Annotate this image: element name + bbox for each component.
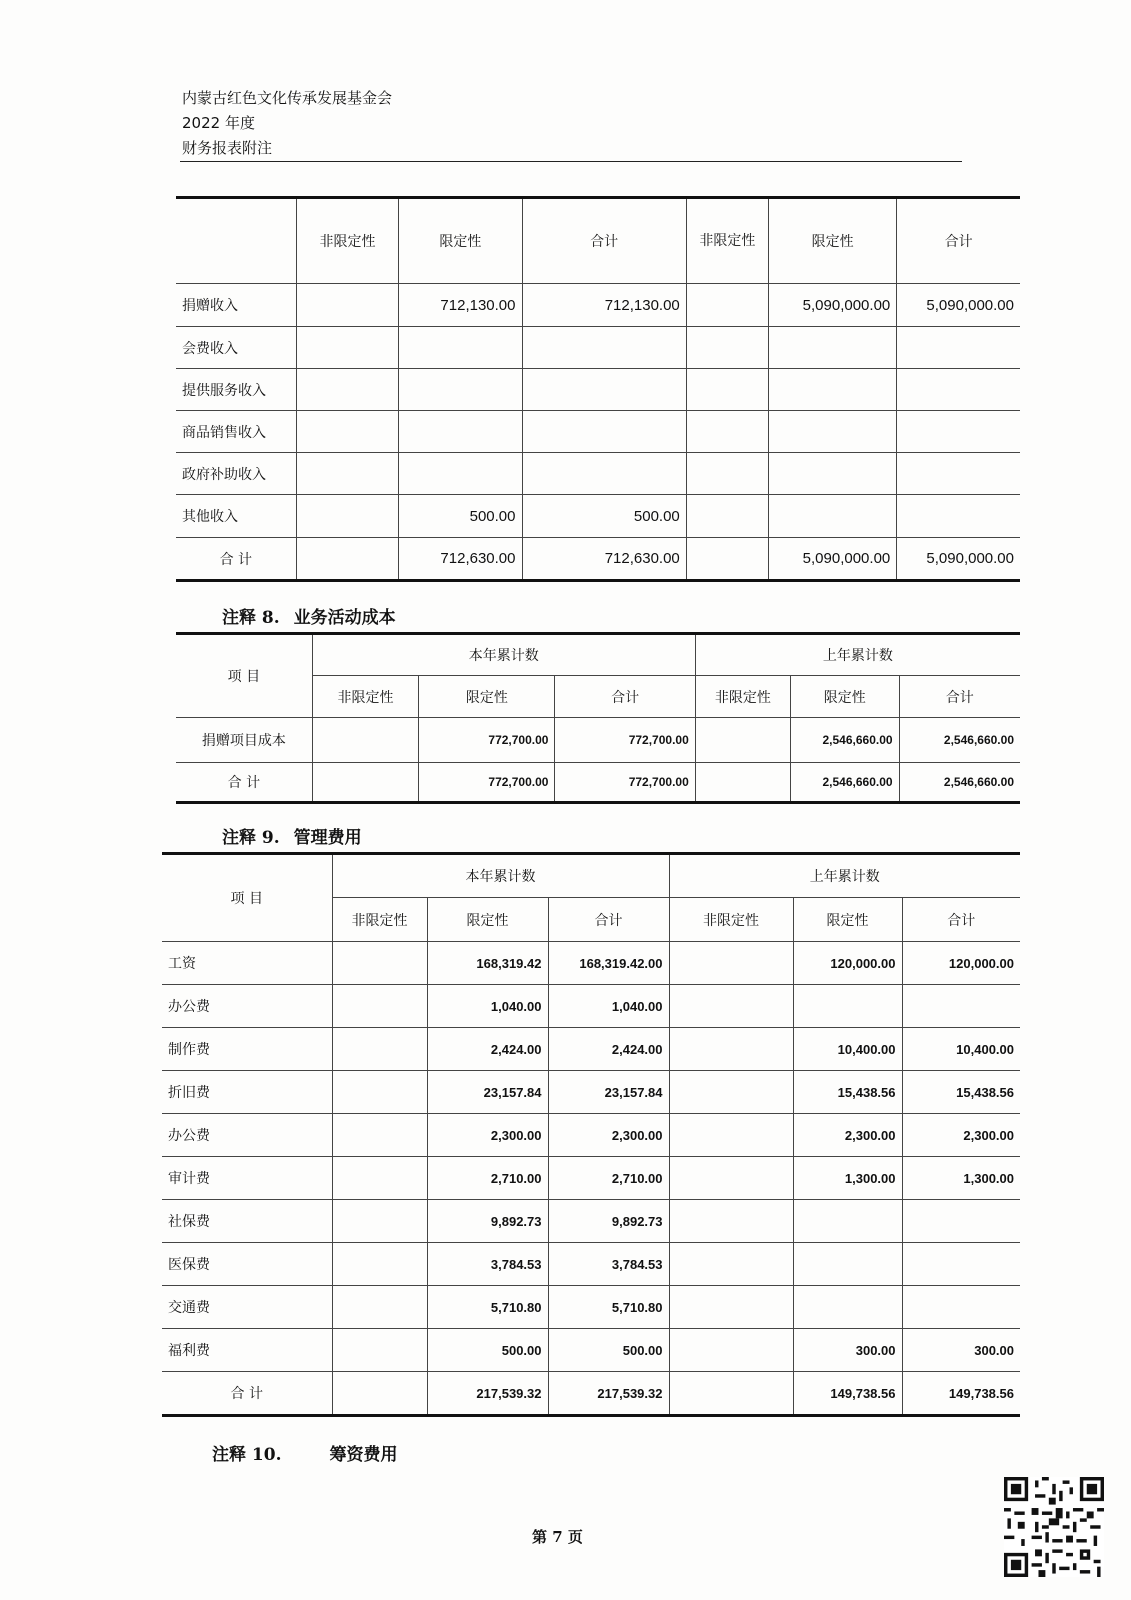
doc-title: 财务报表附注 [182,139,273,157]
cell [686,369,768,411]
cell: 9,892.73 [548,1200,669,1243]
cell: 168,319.42 [427,942,548,985]
row-label: 办公费 [162,985,332,1028]
cell [897,411,1020,453]
cell: 500.00 [399,495,522,538]
table-row [162,1329,1020,1372]
cell: 2,300.00 [548,1114,669,1157]
cell [669,1372,793,1416]
cell: 2,300.00 [427,1114,548,1157]
table-row [176,327,1020,369]
col-header: 合计 [548,898,669,942]
table-row [176,495,1020,538]
prior-year-header: 上年累计数 [695,634,1020,676]
cell [332,1243,427,1286]
cell [332,1157,427,1200]
col-header: 合计 [555,676,695,718]
cell: 3,784.53 [548,1243,669,1286]
cell [768,327,896,369]
document-header [182,86,392,161]
col-header: 限定性 [768,198,896,284]
income-header-row [176,198,1020,284]
col-header: 限定性 [793,898,902,942]
cell [312,718,419,763]
cell [897,453,1020,495]
cell: 3,784.53 [427,1243,548,1286]
cell: 2,300.00 [902,1114,1020,1157]
cell: 2,424.00 [548,1028,669,1071]
cell [296,284,399,327]
cell: 772,700.00 [555,718,695,763]
cell [399,327,522,369]
cell: 5,090,000.00 [897,538,1020,581]
col-header: 合计 [897,198,1020,284]
cell [332,985,427,1028]
cell [902,985,1020,1028]
cell [332,1329,427,1372]
cell: 300.00 [793,1329,902,1372]
col-header: 合计 [902,898,1020,942]
table-row [162,1200,1020,1243]
cell: 9,892.73 [427,1200,548,1243]
cell: 2,710.00 [548,1157,669,1200]
cell [296,495,399,538]
report-year: 2022 年度 [182,114,255,132]
row-label: 医保费 [162,1243,332,1286]
row-label: 其他收入 [176,495,296,538]
cell [793,985,902,1028]
cell [902,1286,1020,1329]
row-label: 捐赠收入 [176,284,296,327]
cell: 772,700.00 [555,763,695,803]
row-label: 社保费 [162,1200,332,1243]
current-year-header: 本年累计数 [312,634,695,676]
cell [522,369,686,411]
cell [332,1071,427,1114]
note8-heading: 注释 8. 业务活动成本 [222,608,396,628]
item-header: 项 目 [162,854,332,942]
cell: 500.00 [427,1329,548,1372]
total-label: 合 计 [176,538,296,581]
cell [312,763,419,803]
cell [793,1243,902,1286]
row-label: 提供服务收入 [176,369,296,411]
total-row [176,538,1020,581]
cell: 120,000.00 [793,942,902,985]
prior-year-header: 上年累计数 [669,854,1020,898]
cell: 1,040.00 [427,985,548,1028]
cell [902,1200,1020,1243]
cell [686,538,768,581]
row-label: 制作费 [162,1028,332,1071]
cell: 500.00 [548,1329,669,1372]
cell: 15,438.56 [902,1071,1020,1114]
cell: 712,630.00 [522,538,686,581]
cell [695,763,790,803]
cell [669,1157,793,1200]
cell: 15,438.56 [793,1071,902,1114]
cell [686,327,768,369]
col-header: 非限定性 [332,898,427,942]
cell [296,369,399,411]
total-row [162,1372,1020,1416]
col-header: 非限定性 [312,676,419,718]
row-label: 捐赠项目成本 [176,718,312,763]
row-label: 政府补助收入 [176,453,296,495]
table-row [162,1243,1020,1286]
cell: 2,546,660.00 [791,763,900,803]
cell [669,1028,793,1071]
table-row [162,1114,1020,1157]
row-label: 工资 [162,942,332,985]
cell: 2,546,660.00 [899,718,1020,763]
org-name: 内蒙古红色文化传承发展基金会 [182,89,393,107]
cell [669,1114,793,1157]
qr-code-icon [1004,1477,1104,1577]
cell: 120,000.00 [902,942,1020,985]
cell: 712,130.00 [522,284,686,327]
table-row [162,985,1020,1028]
cell [669,1243,793,1286]
cell: 772,700.00 [419,763,555,803]
table-row [176,718,1020,763]
cell: 500.00 [522,495,686,538]
col-header: 非限定性 [695,676,790,718]
cell: 5,090,000.00 [768,538,896,581]
cell [897,495,1020,538]
cell: 149,738.56 [793,1372,902,1416]
col-header: 限定性 [419,676,555,718]
col-header: 限定性 [427,898,548,942]
cell [332,1372,427,1416]
cell: 2,710.00 [427,1157,548,1200]
table-row [176,453,1020,495]
current-year-header: 本年累计数 [332,854,669,898]
page-number: 第 7 页 [532,1528,583,1546]
cell [296,453,399,495]
cell: 712,630.00 [399,538,522,581]
cell [332,942,427,985]
cell [399,411,522,453]
col-header: 非限定性 [296,198,399,284]
note10-heading: 注释 10. 筹资费用 [212,1445,398,1465]
total-label: 合 计 [162,1372,332,1416]
cell: 149,738.56 [902,1372,1020,1416]
cell [902,1243,1020,1286]
note8-table [176,632,1020,804]
cell: 1,300.00 [793,1157,902,1200]
cell [332,1114,427,1157]
table-row [176,369,1020,411]
cell: 5,710.80 [427,1286,548,1329]
row-label: 会费收入 [176,327,296,369]
cell: 217,539.32 [427,1372,548,1416]
item-header: 项 目 [176,634,312,718]
cell [669,942,793,985]
cell: 772,700.00 [419,718,555,763]
cell [793,1200,902,1243]
cell: 5,090,000.00 [768,284,896,327]
cell [686,411,768,453]
total-label: 合 计 [176,763,312,803]
cell [793,1286,902,1329]
cell [332,1286,427,1329]
cell: 5,090,000.00 [897,284,1020,327]
cell: 1,040.00 [548,985,669,1028]
cell [522,327,686,369]
cell [669,985,793,1028]
table-row [162,1157,1020,1200]
cell [669,1071,793,1114]
cell [897,369,1020,411]
row-label: 审计费 [162,1157,332,1200]
cell: 2,546,660.00 [899,763,1020,803]
cell: 5,710.80 [548,1286,669,1329]
cell [686,453,768,495]
cell [399,453,522,495]
cell [768,369,896,411]
cell [768,411,896,453]
row-label: 商品销售收入 [176,411,296,453]
row-label: 福利费 [162,1329,332,1372]
cell [522,411,686,453]
col-header: 合计 [522,198,686,284]
note9-heading: 注释 9. 管理费用 [222,828,362,848]
table-row [176,284,1020,327]
cell [332,1200,427,1243]
cell: 2,300.00 [793,1114,902,1157]
cell [695,718,790,763]
cell: 10,400.00 [902,1028,1020,1071]
total-row [176,763,1020,803]
cell: 168,319.42.00 [548,942,669,985]
cell: 23,157.84 [427,1071,548,1114]
cell [686,495,768,538]
row-label: 折旧费 [162,1071,332,1114]
col-header: 限定性 [791,676,900,718]
col-header: 合计 [899,676,1020,718]
cell: 2,424.00 [427,1028,548,1071]
cell [768,453,896,495]
cell [522,453,686,495]
cell [296,327,399,369]
cell: 712,130.00 [399,284,522,327]
row-label: 办公费 [162,1114,332,1157]
cell: 23,157.84 [548,1071,669,1114]
cell [296,538,399,581]
table-row [162,1071,1020,1114]
table-row [162,1286,1020,1329]
row-label: 交通费 [162,1286,332,1329]
cell: 1,300.00 [902,1157,1020,1200]
table-row [176,411,1020,453]
cell [669,1286,793,1329]
cell [296,411,399,453]
cell [686,284,768,327]
cell: 300.00 [902,1329,1020,1372]
cell [669,1329,793,1372]
col-header: 非限定性 [686,198,768,284]
income-table [176,196,1020,582]
cell [768,495,896,538]
cell [399,369,522,411]
cell: 2,546,660.00 [791,718,900,763]
table-row [162,1028,1020,1071]
col-header: 限定性 [399,198,522,284]
cell [669,1200,793,1243]
table-row [162,942,1020,985]
cell [897,327,1020,369]
cell [332,1028,427,1071]
cell: 217,539.32 [548,1372,669,1416]
cell: 10,400.00 [793,1028,902,1071]
header-rule [180,161,962,162]
col-header: 非限定性 [669,898,793,942]
note9-table [162,852,1020,1417]
